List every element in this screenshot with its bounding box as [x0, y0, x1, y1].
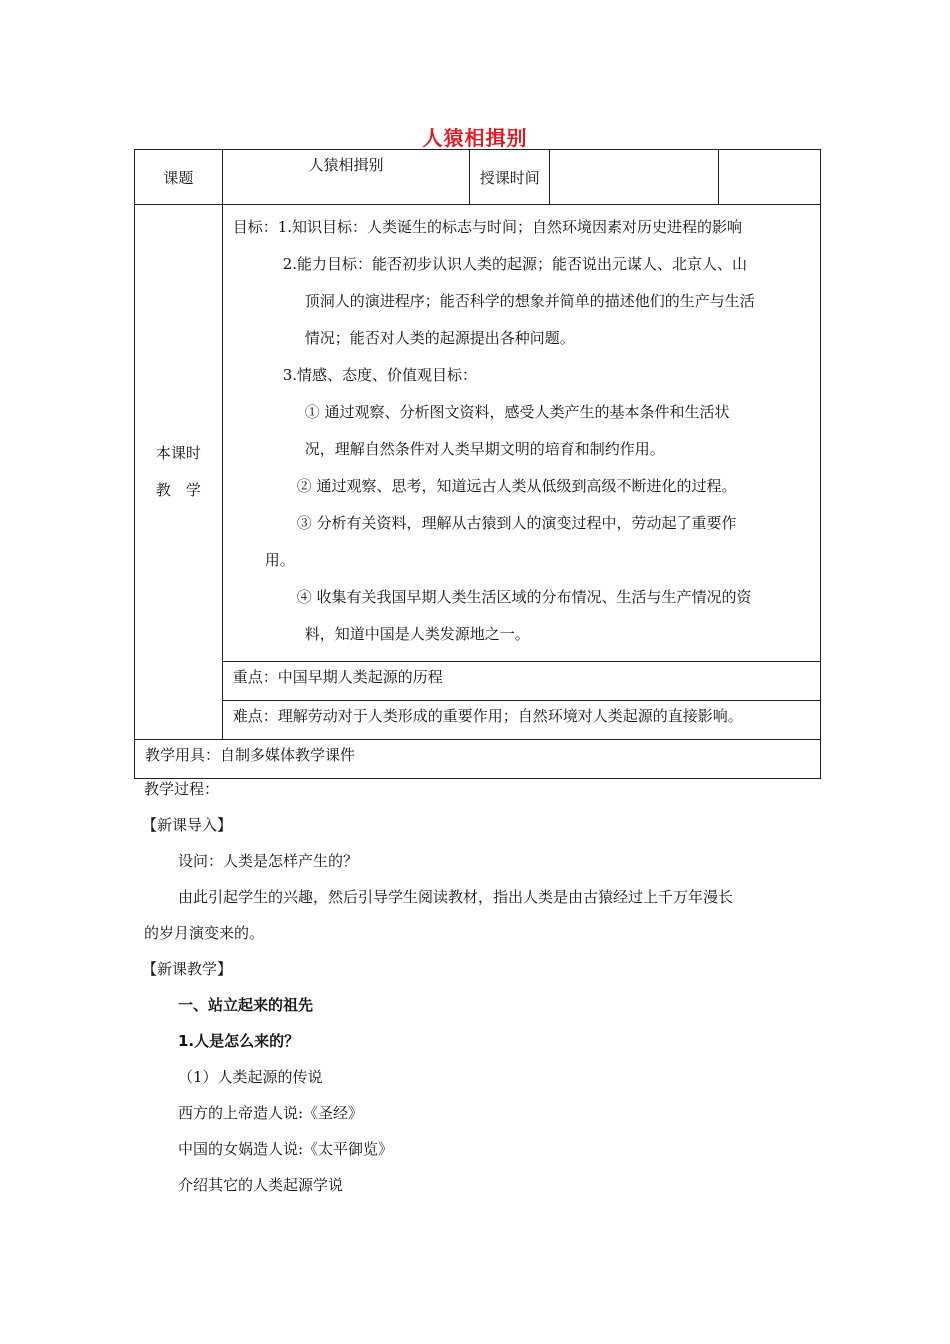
- goal-line: ② 通过观察、思考，知道远古人类从低级到高级不断进化的过程。: [296, 477, 737, 495]
- goal-line: 情况；能否对人类的起源提出各种问题。: [304, 329, 575, 347]
- goal-line: 顶洞人的演进程序；能否科学的想象并简单的描述他们的生产与生活: [304, 292, 755, 310]
- time-value: [550, 150, 719, 205]
- goal-line: ④ 收集有关我国早期人类生活区域的分布情况、生活与生产情况的资: [296, 588, 752, 606]
- goal-line: ① 通过观察、分析图文资料，感受人类产生的基本条件和生活状: [304, 403, 730, 421]
- intro-heading: 【新课导入】: [142, 816, 233, 834]
- goal-line: 况，理解自然条件对人类早期文明的培育和制约作用。: [304, 440, 665, 458]
- body-line: 介绍其它的人类起源学说: [178, 1176, 344, 1194]
- section-heading: 一、站立起来的祖先: [178, 996, 314, 1014]
- body-line: 中国的女娲造人说:《太平御览》: [178, 1140, 394, 1158]
- body-line: 西方的上帝造人说:《圣经》: [178, 1104, 364, 1122]
- goal-line: 用。: [264, 551, 295, 569]
- intro-paragraph-line2: 的岁月演变来的。: [144, 924, 265, 942]
- process-heading: 教学过程：: [144, 780, 220, 798]
- goal-line: 目标：1.知识目标：人类诞生的标志与时间；自然环境因素对历史进程的影响: [232, 218, 743, 236]
- intro-question: 设问：人类是怎样产生的？: [178, 852, 359, 870]
- item-heading: （1）人类起源的传说: [178, 1068, 323, 1086]
- topic-label: 课题: [135, 150, 223, 205]
- lesson-plan-table: [134, 149, 821, 779]
- goals-side-label-line2: 教 学: [155, 481, 201, 499]
- goals-side-label-line1: 本课时: [155, 444, 201, 462]
- goals-cell: [222, 205, 820, 662]
- teach-heading: 【新课教学】: [142, 960, 233, 978]
- key-point: 重点：中国早期人类起源的历程: [222, 662, 820, 701]
- difficulty: 难点：理解劳动对于人类形成的重要作用；自然环境对人类起源的直接影响。: [222, 701, 820, 740]
- time-label: 授课时间: [470, 150, 550, 205]
- document-title: 人猿相揖别: [422, 126, 528, 150]
- goal-line: 料，知道中国是人类发源地之一。: [304, 625, 530, 643]
- process-section: [142, 771, 822, 1203]
- topic-value: 人猿相揖别: [222, 150, 470, 205]
- goal-line: ③ 分析有关资料，理解从古猿到人的演变过程中，劳动起了重要作: [296, 514, 737, 532]
- goal-line: 3.情感、态度、价值观目标：: [282, 366, 478, 384]
- empty-cell: [718, 150, 820, 205]
- goal-line: 2.能力目标：能否初步认识人类的起源；能否说出元谋人、北京人、山: [282, 255, 748, 273]
- goals-side-label: [135, 205, 223, 740]
- teaching-tools: 教学用具：自制多媒体教学课件: [135, 740, 821, 779]
- intro-paragraph-line1: 由此引起学生的兴趣，然后引导学生阅读教材，指出人类是由古猿经过上千万年漫长: [178, 888, 734, 906]
- subsection-heading: 1.人是怎么来的？: [178, 1032, 300, 1050]
